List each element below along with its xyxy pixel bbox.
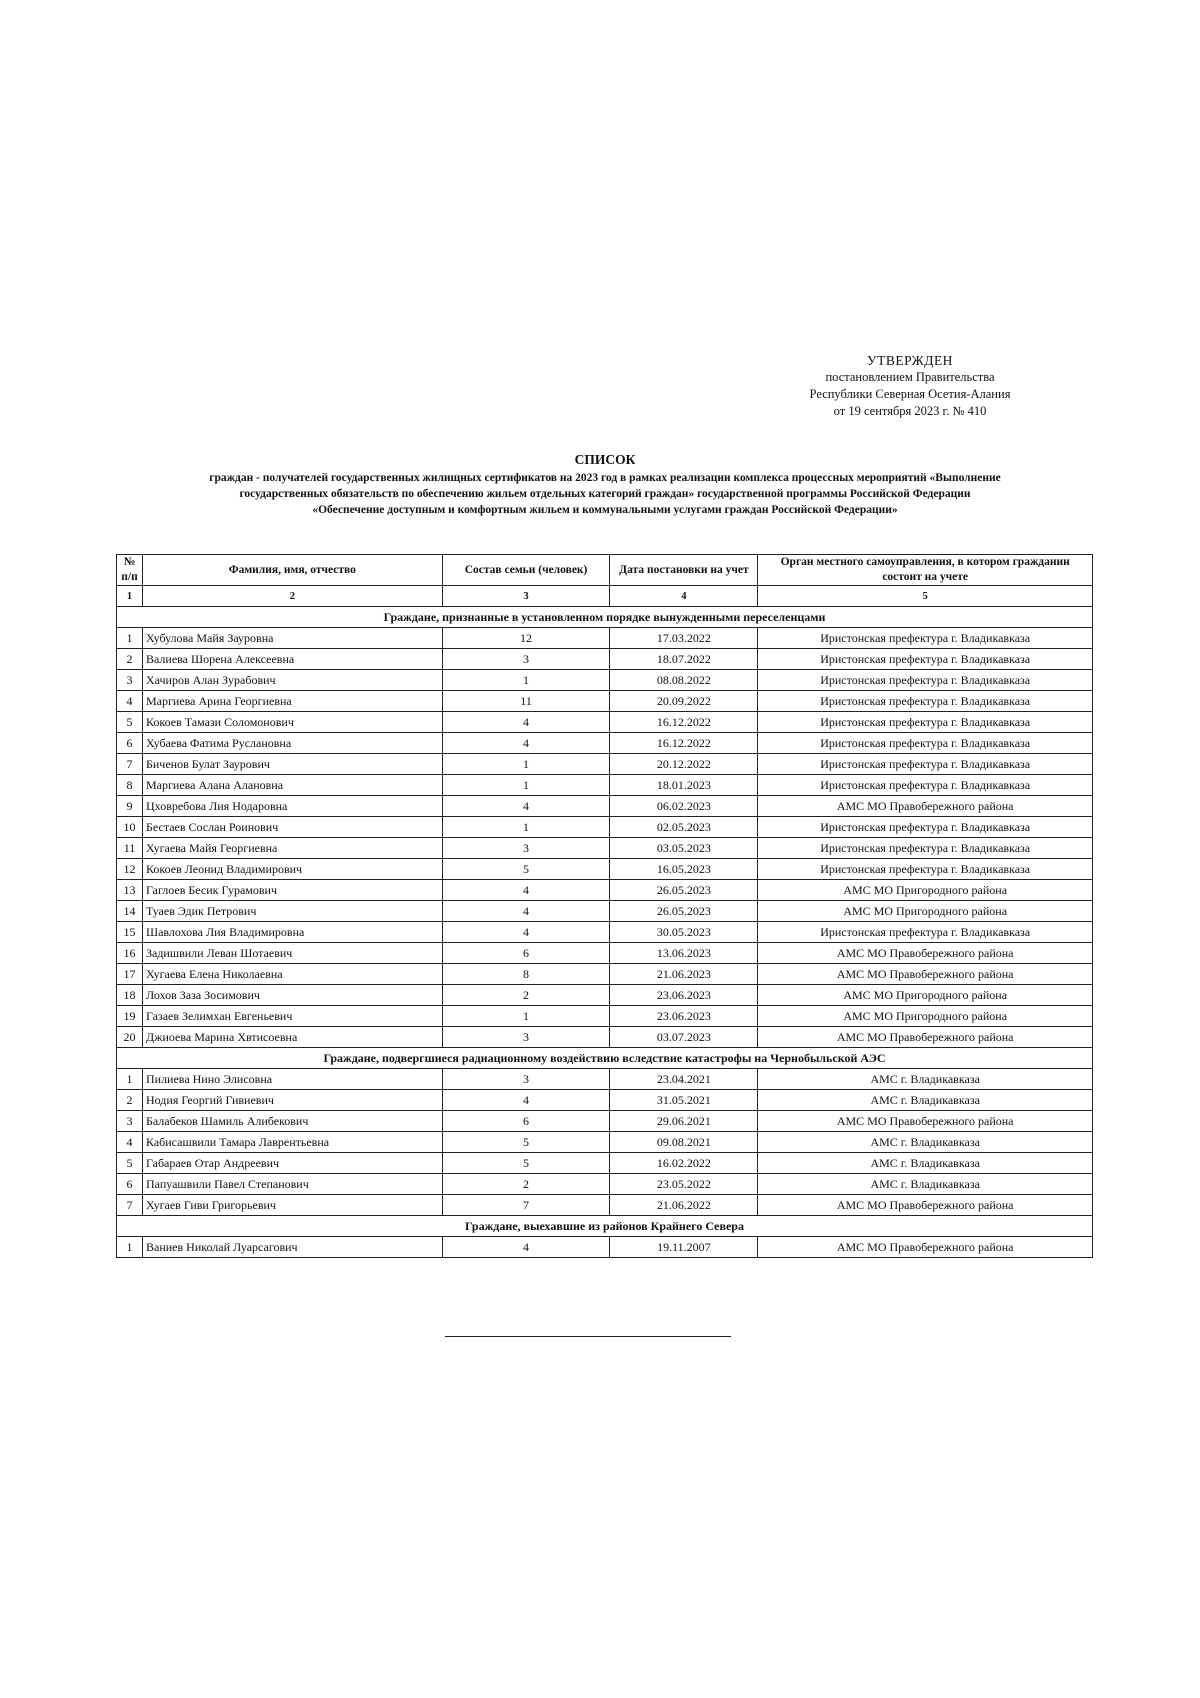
table-body	[117, 607, 1093, 1258]
cell-name: Задишвили Леван Шотаевич	[142, 943, 442, 964]
cell-num: 20	[117, 1027, 143, 1048]
cell-num: 19	[117, 1006, 143, 1027]
cell-date: 16.12.2022	[610, 733, 758, 754]
cell-date: 30.05.2023	[610, 922, 758, 943]
cell-family: 4	[442, 922, 610, 943]
cell-num: 2	[117, 1090, 143, 1111]
section-header-row	[117, 607, 1093, 628]
cell-date: 31.05.2021	[610, 1090, 758, 1111]
cell-date: 23.04.2021	[610, 1069, 758, 1090]
cell-name: Гаглоев Бесик Гурамович	[142, 880, 442, 901]
cell-num: 15	[117, 922, 143, 943]
section-header-row	[117, 1048, 1093, 1069]
cell-org: АМС г. Владикавказа	[758, 1132, 1093, 1153]
approval-line: Республики Северная Осетия-Алания	[809, 387, 1011, 401]
table-row	[117, 922, 1093, 943]
cell-date: 20.12.2022	[610, 754, 758, 775]
header-family: Состав семьи (человек)	[442, 555, 610, 586]
cell-num: 6	[117, 733, 143, 754]
cell-num: 5	[117, 1153, 143, 1174]
approval-block	[790, 352, 1030, 420]
cell-num: 1	[117, 1237, 143, 1258]
cell-org: АМС МО Правобережного района	[758, 1195, 1093, 1216]
cell-num: 1	[117, 628, 143, 649]
cell-num: 10	[117, 817, 143, 838]
cell-family: 1	[442, 670, 610, 691]
approval-title: УТВЕРЖДЕН	[867, 353, 953, 368]
cell-org: Иристонская префектура г. Владикавказа	[758, 670, 1093, 691]
table-row	[117, 985, 1093, 1006]
cell-date: 26.05.2023	[610, 901, 758, 922]
table-row	[117, 964, 1093, 985]
cell-name: Хубулова Майя Зауровна	[142, 628, 442, 649]
cell-date: 18.01.2023	[610, 775, 758, 796]
table-row	[117, 1090, 1093, 1111]
cell-org: АМС МО Пригородного района	[758, 1006, 1093, 1027]
cell-org: АМС МО Правобережного района	[758, 796, 1093, 817]
cell-family: 4	[442, 796, 610, 817]
cell-org: АМС МО Правобережного района	[758, 943, 1093, 964]
cell-name: Хугаева Елена Николаевна	[142, 964, 442, 985]
table-row	[117, 775, 1093, 796]
cell-family: 11	[442, 691, 610, 712]
cell-date: 02.05.2023	[610, 817, 758, 838]
cell-org: АМС г. Владикавказа	[758, 1069, 1093, 1090]
document-subtitle-line: «Обеспечение доступным и комфортным жильем и коммунальными услугами граждан Российской Федерации»	[312, 504, 898, 516]
cell-family: 4	[442, 733, 610, 754]
cell-org: АМС МО Правобережного района	[758, 1237, 1093, 1258]
cell-org: Иристонская префектура г. Владикавказа	[758, 649, 1093, 670]
table-header-row	[117, 555, 1093, 586]
cell-family: 4	[442, 901, 610, 922]
cell-org: Иристонская префектура г. Владикавказа	[758, 775, 1093, 796]
cell-name: Пилиева Нино Элисовна	[142, 1069, 442, 1090]
column-number: 5	[758, 586, 1093, 607]
cell-name: Хугаева Майя Георгиевна	[142, 838, 442, 859]
cell-date: 21.06.2023	[610, 964, 758, 985]
table-row	[117, 817, 1093, 838]
cell-date: 06.02.2023	[610, 796, 758, 817]
table-row	[117, 901, 1093, 922]
cell-org: АМС МО Пригородного района	[758, 901, 1093, 922]
cell-num: 18	[117, 985, 143, 1006]
cell-family: 1	[442, 775, 610, 796]
cell-num: 5	[117, 712, 143, 733]
cell-family: 6	[442, 1111, 610, 1132]
table-row	[117, 1111, 1093, 1132]
cell-family: 8	[442, 964, 610, 985]
cell-org: Иристонская префектура г. Владикавказа	[758, 712, 1093, 733]
cell-family: 3	[442, 1027, 610, 1048]
cell-name: Нодия Георгий Гивиевич	[142, 1090, 442, 1111]
cell-date: 29.06.2021	[610, 1111, 758, 1132]
section-title: Граждане, подвергшиеся радиационному воздействию вследствие катастрофы на Чернобыльской АЭС	[117, 1048, 1093, 1069]
recipients-table	[116, 554, 1093, 1258]
cell-name: Джиоева Марина Хвтисоевна	[142, 1027, 442, 1048]
cell-date: 23.06.2023	[610, 985, 758, 1006]
cell-name: Хубаева Фатима Руслановна	[142, 733, 442, 754]
cell-name: Газаев Зелимхан Евгеньевич	[142, 1006, 442, 1027]
cell-name: Лохов Заза Зосимович	[142, 985, 442, 1006]
cell-num: 7	[117, 1195, 143, 1216]
cell-num: 3	[117, 1111, 143, 1132]
cell-family: 4	[442, 1237, 610, 1258]
cell-num: 4	[117, 691, 143, 712]
column-number: 4	[610, 586, 758, 607]
cell-num: 7	[117, 754, 143, 775]
cell-num: 13	[117, 880, 143, 901]
cell-name: Туаев Эдик Петрович	[142, 901, 442, 922]
cell-org: Иристонская префектура г. Владикавказа	[758, 691, 1093, 712]
table-row	[117, 859, 1093, 880]
cell-family: 4	[442, 880, 610, 901]
cell-org: АМС г. Владикавказа	[758, 1174, 1093, 1195]
cell-date: 18.07.2022	[610, 649, 758, 670]
document-title: СПИСОК	[574, 452, 636, 467]
cell-name: Папуашвили Павел Степанович	[142, 1174, 442, 1195]
cell-family: 6	[442, 943, 610, 964]
cell-org: АМС МО Пригородного района	[758, 880, 1093, 901]
cell-family: 2	[442, 1174, 610, 1195]
cell-date: 23.06.2023	[610, 1006, 758, 1027]
cell-org: Иристонская префектура г. Владикавказа	[758, 838, 1093, 859]
cell-org: АМС МО Правобережного района	[758, 1027, 1093, 1048]
header-name: Фамилия, имя, отчество	[142, 555, 442, 586]
cell-name: Биченов Булат Заурович	[142, 754, 442, 775]
cell-date: 08.08.2022	[610, 670, 758, 691]
cell-family: 12	[442, 628, 610, 649]
cell-date: 16.12.2022	[610, 712, 758, 733]
header-date: Дата постановки на учет	[610, 555, 758, 586]
cell-date: 13.06.2023	[610, 943, 758, 964]
table-row	[117, 733, 1093, 754]
table-row	[117, 754, 1093, 775]
cell-family: 2	[442, 985, 610, 1006]
cell-num: 8	[117, 775, 143, 796]
section-header-row	[117, 1216, 1093, 1237]
section-title: Граждане, выехавшие из районов Крайнего Севера	[117, 1216, 1093, 1237]
table-row	[117, 1195, 1093, 1216]
column-number: 2	[142, 586, 442, 607]
cell-name: Хачиров Алан Зурабович	[142, 670, 442, 691]
cell-family: 4	[442, 712, 610, 733]
cell-org: Иристонская префектура г. Владикавказа	[758, 817, 1093, 838]
table-row	[117, 1027, 1093, 1048]
cell-num: 9	[117, 796, 143, 817]
cell-num: 11	[117, 838, 143, 859]
closing-rule	[445, 1336, 731, 1337]
cell-name: Валиева Шорена Алексеевна	[142, 649, 442, 670]
cell-num: 12	[117, 859, 143, 880]
cell-family: 1	[442, 817, 610, 838]
cell-org: АМС МО Пригородного района	[758, 985, 1093, 1006]
table-row	[117, 838, 1093, 859]
cell-name: Габараев Отар Андреевич	[142, 1153, 442, 1174]
cell-num: 6	[117, 1174, 143, 1195]
cell-num: 14	[117, 901, 143, 922]
cell-family: 1	[442, 1006, 610, 1027]
cell-num: 1	[117, 1069, 143, 1090]
cell-org: АМС МО Правобережного района	[758, 964, 1093, 985]
table-row	[117, 1237, 1093, 1258]
cell-org: Иристонская префектура г. Владикавказа	[758, 733, 1093, 754]
table-row	[117, 1153, 1093, 1174]
table-row	[117, 691, 1093, 712]
section-title: Граждане, признанные в установленном порядке вынужденными переселенцами	[117, 607, 1093, 628]
cell-name: Цховребова Лия Нодаровна	[142, 796, 442, 817]
table-row	[117, 1174, 1093, 1195]
cell-family: 5	[442, 859, 610, 880]
table-row	[117, 670, 1093, 691]
cell-num: 3	[117, 670, 143, 691]
document-subtitle-line: граждан - получателей государственных жилищных сертификатов на 2023 год в рамках реализации комплекса процессных мероприятий «Выполнение	[209, 472, 1001, 484]
cell-name: Бестаев Сослан Роинович	[142, 817, 442, 838]
approval-line: постановлением Правительства	[825, 370, 995, 384]
cell-name: Кокоев Тамази Соломонович	[142, 712, 442, 733]
cell-name: Маргиева Алана Алановна	[142, 775, 442, 796]
cell-num: 4	[117, 1132, 143, 1153]
cell-name: Маргиева Арина Георгиевна	[142, 691, 442, 712]
table-row	[117, 628, 1093, 649]
cell-date: 03.07.2023	[610, 1027, 758, 1048]
column-number: 1	[117, 586, 143, 607]
cell-name: Балабеков Шамиль Алибекович	[142, 1111, 442, 1132]
header-num: № п/п	[117, 555, 143, 586]
cell-num: 16	[117, 943, 143, 964]
cell-org: АМС г. Владикавказа	[758, 1153, 1093, 1174]
cell-date: 19.11.2007	[610, 1237, 758, 1258]
cell-name: Кабисашвили Тамара Лаврентьевна	[142, 1132, 442, 1153]
cell-name: Шавлохова Лия Владимировна	[142, 922, 442, 943]
cell-family: 1	[442, 754, 610, 775]
column-number: 3	[442, 586, 610, 607]
cell-name: Ваниев Николай Луарсагович	[142, 1237, 442, 1258]
cell-date: 20.09.2022	[610, 691, 758, 712]
cell-org: Иристонская префектура г. Владикавказа	[758, 754, 1093, 775]
cell-name: Хугаев Гиви Григорьевич	[142, 1195, 442, 1216]
cell-date: 16.02.2022	[610, 1153, 758, 1174]
cell-date: 09.08.2021	[610, 1132, 758, 1153]
cell-org: АМС МО Правобережного района	[758, 1111, 1093, 1132]
cell-org: Иристонская префектура г. Владикавказа	[758, 922, 1093, 943]
column-number-row	[117, 586, 1093, 607]
cell-num: 17	[117, 964, 143, 985]
cell-org: Иристонская префектура г. Владикавказа	[758, 628, 1093, 649]
cell-family: 5	[442, 1132, 610, 1153]
table-row	[117, 1132, 1093, 1153]
cell-org: АМС г. Владикавказа	[758, 1090, 1093, 1111]
approval-line: от 19 сентября 2023 г. № 410	[833, 404, 987, 418]
cell-date: 26.05.2023	[610, 880, 758, 901]
cell-family: 5	[442, 1153, 610, 1174]
cell-family: 7	[442, 1195, 610, 1216]
cell-date: 21.06.2022	[610, 1195, 758, 1216]
cell-family: 3	[442, 838, 610, 859]
table-row	[117, 796, 1093, 817]
table-row	[117, 1006, 1093, 1027]
table-row	[117, 943, 1093, 964]
document-heading	[110, 452, 1100, 518]
table-row	[117, 880, 1093, 901]
cell-date: 17.03.2022	[610, 628, 758, 649]
table-row	[117, 1069, 1093, 1090]
cell-org: Иристонская префектура г. Владикавказа	[758, 859, 1093, 880]
header-org: Орган местного самоуправления, в котором гражданин состоит на учете	[758, 555, 1093, 586]
cell-name: Кокоев Леонид Владимирович	[142, 859, 442, 880]
cell-family: 4	[442, 1090, 610, 1111]
table-row	[117, 649, 1093, 670]
document-subtitle-line: государственных обязательств по обеспечению жильем отдельных категорий граждан» государственной программы Российской Федерации	[239, 488, 971, 500]
cell-date: 03.05.2023	[610, 838, 758, 859]
cell-date: 23.05.2022	[610, 1174, 758, 1195]
cell-family: 3	[442, 649, 610, 670]
cell-num: 2	[117, 649, 143, 670]
cell-date: 16.05.2023	[610, 859, 758, 880]
cell-family: 3	[442, 1069, 610, 1090]
table-row	[117, 712, 1093, 733]
